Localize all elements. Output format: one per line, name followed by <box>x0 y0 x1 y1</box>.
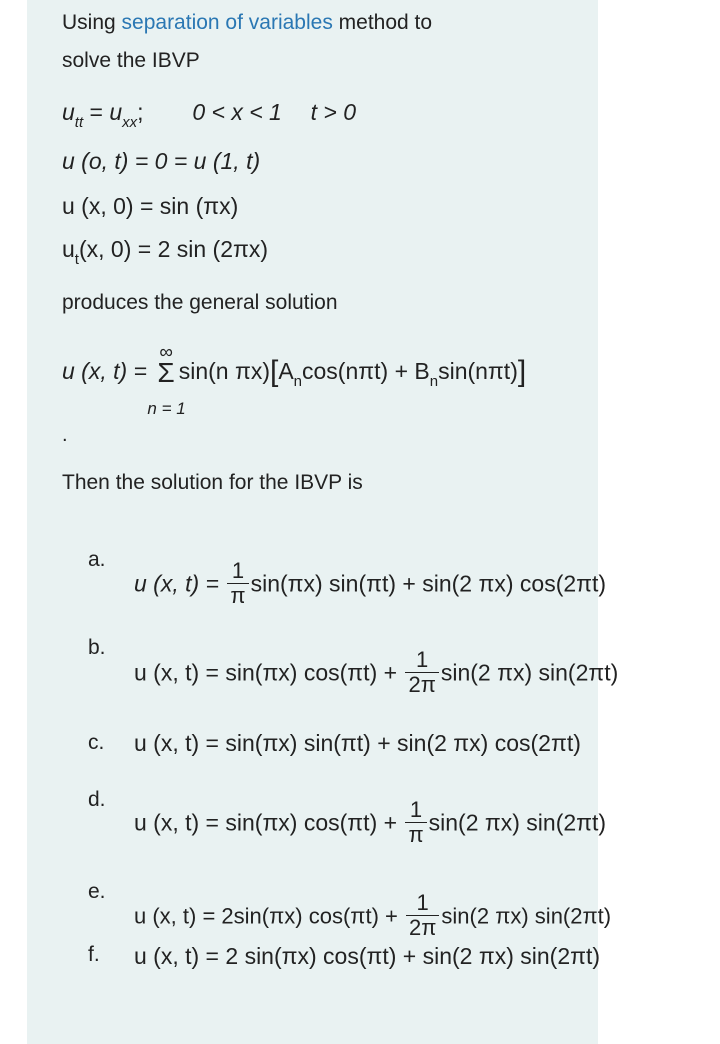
intro-line-2: solve the IBVP <box>62 49 200 72</box>
intro-text: Using <box>62 11 122 34</box>
dot-separator: . <box>62 424 68 446</box>
fraction: $\frac{1}{2\pi}$ <box>405 648 438 697</box>
option-a-letter[interactable]: a. <box>88 548 106 571</box>
option-d-letter[interactable]: d. <box>88 788 106 811</box>
option-b-equation[interactable]: u (x, t) = sin(πx) cos(πt) + $\frac{1}{2\pi}$ sin(2 πx) sin(2πt) <box>134 647 619 697</box>
then-label: Then the solution for the IBVP is <box>62 471 363 494</box>
option-c-equation[interactable]: u (x, t) = sin(πx) sin(πt) + sin(2 πx) cos(2πt) <box>134 730 581 756</box>
general-solution-label: produces the general solution <box>62 291 338 314</box>
option-e-letter[interactable]: e. <box>88 880 106 903</box>
initial-condition-1: u (x, 0) = sin (πx) <box>62 193 239 219</box>
initial-condition-2: $u_t(x$, 0) = 2 sin (2πx) <box>62 236 269 268</box>
fraction: $\frac{1}{\pi}$ <box>227 559 248 608</box>
fraction: $\frac{1}{\pi}$ <box>405 798 426 847</box>
option-f-equation[interactable]: u (x, t) = 2 sin(πx) cos(πt) + sin(2 πx) sin(2πt) <box>134 943 601 969</box>
option-f-letter[interactable]: f. <box>88 943 100 966</box>
option-d-equation[interactable]: u (x, t) = sin(πx) cos(πt) + $\frac{1}{\pi}$ sin(2 πx) sin(2πt) <box>134 797 607 847</box>
time-condition: t > 0 <box>310 99 357 125</box>
option-b-letter[interactable]: b. <box>88 636 106 659</box>
general-solution: u (x, t) = ∞ Σ n = 1 sin(n $\pi x)[A_n\cos(n\pi t) + B_n\sin(n\pi t)]$ <box>62 341 527 418</box>
pde-equation: $u_{tt} = u_{xx}$; 0 < x < 1 t > 0 <box>62 99 357 131</box>
fraction: $\frac{1}{2\pi}$ <box>406 891 439 940</box>
option-e-equation[interactable]: u (x, t) = 2sin(πx) cos(πt) + $\frac{1}{2\pi}$ sin(2 πx) sin(2πt) <box>134 890 612 940</box>
summation-symbol: ∞ Σ n = 1 <box>147 341 186 418</box>
intro-text-tail: method to <box>332 11 433 34</box>
separation-of-variables-link[interactable]: separation of variables <box>121 11 333 34</box>
option-c-letter[interactable]: c. <box>88 731 105 754</box>
option-a-equation[interactable]: u (x, t) = $\frac{1}{\pi}$ sin(πx) sin(πt) + sin(2 πx) cos(2πt) <box>134 558 607 608</box>
intro-line-1 <box>62 9 432 37</box>
boundary-condition: u (o, t) = 0 = u (1, t) <box>62 148 261 174</box>
domain-condition: 0 < x < 1 <box>192 99 282 125</box>
